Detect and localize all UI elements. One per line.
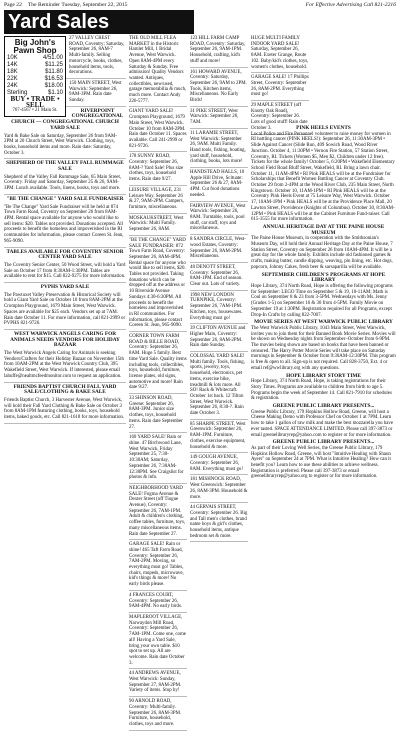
listing-item: Yard & Bake Sale on Saturday, September 26 from 9AM-2PM at 20 Church Street, West Warwick. Clothing, toys, books, household items and more. Rain date: Saturday, October 3.: [4, 134, 126, 160]
listing-item: LEISURE VILLAGE, 231 Leisure Way. September 26 & 27, 9AM-2PM. Campers, furniture, miscellaneous.: [129, 188, 187, 214]
listing-item: 27 VALLEY CREST ROAD, Coventry; Saturday, September 26, 8AM-7 Multi-family. Selling motorcycle, books, clothes, household items, tools, decorations.: [4, 36, 126, 79]
listing-item: THE OLD MILL FLEA MARKET in the Historic Hamlet Mill, 1 Bridal Avenue, West Warwick. Open 8AM-4PM every Saturday & Sunday. Free admission! Quality Vendors wanted. Antiques, collectibles, new/used, garage memorabilia & much, much more. Contact Andy 226-5777.: [129, 36, 187, 107]
listing-item: Friends Baptist Church, 3 Harvester Avenue, West Warwick, will hold their Fall Yard Clothing & Bake Sale on October 3 from 8AM-1PM featuring clothing, books, toys, household items, baked goods, etc. Call 821-1618 for more information.: [4, 398, 126, 424]
listing-item: 44 GERVAIS STREET, Coventry: September 26. Big and Tall men's clothes, brand name boys & girl's clothes, household items, antique bedroom set & more.: [190, 505, 248, 542]
karat-label: Sterling: [7, 90, 28, 96]
gold-price-row: [7, 62, 63, 69]
listing-item: "BE THE CHANGE" YARD SALE FUNDRAISER: 872 Town Farm Road, Coventry: September 26, 8AM-4PM. Rental space for anyone who would like to sell items, $20. Tables not provided. Taking donations which can be dropped off at the address or 10 Riverside Avenue Sundays 4:30-6:30PM. All proceeds to benefit the homeless and impoverished in RI communities. For information, please contact Coreen St. Jean, 965-9090.: [129, 238, 187, 332]
listing-item: 85 SHARPE STREET, West Greenwich: September 26, 8AM-1PM. Furniture, clothes, exercise equipment, household & more.: [190, 422, 248, 454]
announcement-heading: SEPTEMBER CHILDREN'S PROGRAMS AT HOPE LIBRARY: [261, 271, 386, 284]
col3-listings: [190, 36, 248, 542]
announcement-heading: HOPE LIBRARY STORY TIME: [286, 372, 361, 379]
listing-item: 123 HILL FARM CAMP ROAD, Coventry: Saturday, September 26, 9AM-1PM. Household, crafting, kid's stuff and more!: [190, 36, 248, 68]
listing-heading: FRIENDS BAPTIST CHURCH FALL YARD SALE/CLOTHING & BAKE SALE: [13, 383, 117, 396]
listing-item: HANDSTEAD HALLS, 10 Apple Hill Drive, Scituate: September 26 & 27, 8AM-4PM. Cut food donations needed.: [190, 170, 248, 202]
karat-label: 10K: [7, 55, 18, 61]
karat-label: 24K: [7, 83, 18, 89]
listing-item: 29 MAPLE STREET (off Knotty Oak Road), Coventry: September 26. Lots of good stuff! Rain date October 3.: [251, 103, 309, 135]
page-header: [4, 0, 396, 9]
announcement-body: The West Warwick Public Library, 1043 Main Street, West Warwick, invites you to join them for their Banned Book Movie Series. Movies will be shown on Wednesday nights from September–October from 6-9PM. The movies being shown are based on books that have been banned or censored. The Harry Potter Movie Series will take place on Saturday mornings in September & October from 9:30AM-12:30PM. This program is free & open to all. Sign-up is not required. Call 828-3750, Ext. 4 or email ref@wwlibrary.org with any questions.: [251, 325, 396, 371]
announcement-heading: PINK HEELS EVENTS: [296, 125, 351, 131]
listing-item: HUGE MULTI FAMILY INDOOR YARD SALE! Saturday, September 26, 8AM. Exeter Grange, Route 102. Baby/kid's clothes, toys, women's clothes, household.: [251, 36, 309, 73]
listing-item: 181 MISHNOCK ROAD, West Greenwich: September 26, 8AM-3PM. Household & more.: [190, 477, 248, 503]
price-value: $1.10: [47, 90, 63, 96]
listing-heading: TABLES AVAILABLE FOR COVENTRY SENIOR CENTER YARD SALE: [6, 248, 124, 261]
listing-item: The Pawtuxet Valley Preservation & Historical Society will hold a Giant Yard Sale on October 10 from 8AM-2PM at the Crompton Playground, 1679 Main Street, West Warwick. Spaces are available for $25 each. Vendors set up at 7AM. Rain date October 11. For more information, call 821-2999 or PVPHS 821-9726.: [4, 293, 126, 330]
listing-heading: SHEPHERD OF THE VALLEY FALL RUMMAGE SALE: [6, 160, 124, 173]
ad-footer: 767-4567 • 21 Main St.: [12, 108, 58, 114]
listing-item: 8 SANDRA CIRCLE, West-wood Estates, Coventry: September 26, 8AM-2PM. Miscellaneous.: [190, 237, 248, 263]
gold-price-row: [7, 76, 63, 83]
listing-item: "Be The Change" Yard Sale Fundraiser will be held at 874 Town Farm Road, Coventry on September 26 from 8AM-4PM. Rental space available for anyone who would like to sell items: $20. Tables not provided. Donations accepted. All proceeds to benefit the homeless and impoverished in the RI communities for information, please contact Coreen St. Jean, 965-9090.: [4, 205, 126, 248]
price-value: $11.25: [45, 62, 63, 68]
listing-item: CORNER TOWN FARM ROAD & BILLE ROAD, Coventry: September 26, 8AM. Huge 5 family. Best time Yard Sale. Quality items including tools, collectibles, toys, household, furniture, license plates, old signs, automotive and more! Rain date 9/27.: [129, 334, 187, 394]
price-value: $18.00: [44, 83, 63, 89]
listing-item: GIANT YARD SALE! Crompton Playground, 1679 Main Street, West Warwick. October 10 from 8AM-2PM. Rain date October 11. Spaces available. Call 241-2999 or 821-9726.: [129, 109, 187, 152]
announcement-heading: ANNUAL HERITAGE DAY AT THE PAINE HOUSE MUSEUM: [262, 223, 385, 236]
listing-item: 39 CLIFTON AVENUE and Higher Main, Coventry: September 26, 8AM-2PM. Rain date Sunday.: [190, 326, 248, 352]
publication-line: The Reminder Tuesday, September 22, 2015: [27, 1, 128, 8]
page-number: Page 22: [4, 1, 22, 8]
ad-tagline: BUY • TRADE • SELL: [10, 95, 60, 109]
pawn-shop-ad: [4, 36, 66, 117]
announcement-body: The Paine House Museum, in cooperation with the Smithsonian's Museum Day, will hold their Annual Heritage Day at the Paine House, 7 Station Street, Coventry on September 26 from 10AM-4PM. It will be a great day for the whole family. Exhibits include old fashioned games & crafts, making butter, candle dipping, weaving, pin lining, etc. Hot dogs, popcorn, Johnny Cakes, fresh beer & sarsaparilla will be available.: [251, 236, 393, 270]
announcement-body: As part of their Loving Well Series, the Greene Public Library, 179 Hopkins Hollow Road, Greene, will host "Intuitive Healing with Shaun Ayers" on September 24 at 7PM. What is Intuitive Healing? How can it benefit you? Learn how to use these abilities to achieve wellness. Registration is preferred. Please call 397-3873 or email greenelibraryrep@yahoo.org to register or for more information.: [251, 445, 391, 480]
listing-item: 33 SHINSON ROAD, Greene: September 26, 8AM-3PM. Junior size clothes, toys, household items. Rain date September 27.: [129, 396, 187, 433]
karat-label: 22K: [7, 76, 18, 82]
classifieds-columns: [4, 36, 396, 727]
listing-item: The Coventry Senior Center, 50 Wood Street, will hold a Yard Sale on October 17 from 8:30AM-1:30PM. Tables are available to rent for $15. Call 822-9275 for more information.: [4, 263, 126, 283]
listing-heading: RIVERPOINT CONGREGATIONAL CHURCH — CONGREGATIONAL CHURCH YARD SALE: [11, 107, 124, 131]
gold-price-row: [7, 69, 63, 76]
listing-item: 149 GOUGH AVENUE, Coventry: September 26, 8AM. Everything must go!: [190, 455, 248, 475]
announcement-heading: MOVIE SERIES AT WEST WARWICK PUBLIC LIBRARY: [254, 319, 393, 326]
gold-price-row: [7, 55, 63, 62]
announcement-heading: GREENE PUBLIC LIBRARY PRESENTS...: [272, 439, 375, 446]
listing-item: 1998 NEW LONDON TURNPIKE, Coventry: September 26, 7AM-1PM. Kitchen, toys, housewares. Everything must go!: [190, 293, 248, 325]
listing-item: MOSKAUKSTREET, West Warwick: Multi Family. September 26, 8AM.: [129, 216, 187, 236]
col4-listings: [251, 36, 309, 135]
announcements: [251, 124, 396, 622]
listing-item: 4 FRANCES COURT, Coventry: September 26, 9AM-4PM. No early birds.: [129, 593, 187, 613]
karat-label: 14K: [7, 62, 18, 68]
section-title: Yard Sales: [4, 10, 194, 34]
listing-item: 160 YARD SALE! Rain or shine. 47 Birchwood Lane, West Warwick, Friday September 25, 7:30-10:30AM; Saturday, September 26, 7:30AM-12:30PM. See Craigslist for photos & info.: [129, 435, 187, 484]
price-value: $11.80: [45, 69, 63, 75]
announcement-heading: GREENE PUBLIC LIBRARY PRESENTS...: [272, 403, 375, 410]
listing-heading: "BE THE CHANGE" YARD SALE FUNDRAISER: [6, 195, 124, 202]
column-1: [4, 36, 126, 622]
column-2: [129, 36, 187, 727]
announcement-body: Hope Library, 374 North Road, Hope, is taking registrations for their Story Times. Programs are available to children from birth to age 5. Programs begin the week of September 14. Call 821-7910 for schedules & registration.: [251, 379, 392, 402]
listing-item: 178 SUNNY ROAD, Coventry: September 26, 8AM-? Yard Sale! Plus size clothes, toys, household items. Rain date 9/27.: [129, 154, 187, 186]
listing-item: GARAGE SALE! 17 Phillips Street, Coventry: September 26, 8AM-2PM. Everything must go!: [251, 75, 309, 101]
listing-item: COLOSSAL YARD SALE! Multi family. Tools, fishing, sports, jewelry, toys, household, electronics, pet items, exercise bike, treadmill & lots more. All SO! Rack & Whitecraft. October 1st back. 12 Tilton Street, West Warwick. September 26, 8:30-?. Rain date October 3.: [190, 354, 248, 420]
announcement-body: Local Police and Fire Personnel volunteer to raise money for women in RI battling cancer (PINK HEELS!): September 26, 11:30AM-3PM • Slide Against Cancer (Slide Run, 409 Sowich Road, Wood River Junction. October 4, 11:30PM • Vernon Fire Station, 57 Station Street, Coventry, RI. Tickets (Women $5, Men $2, Children under 12 free). Tickets for the whole family! October 5, 6:20PM • Wakefield Elementary School Field Road Bluff Street, Wakefield, RI. Bring a lawn chair. October 11, 11AM-4PM • RI Pink HEALS will be at the Fundraiser for Scholarships that Benefit Women Battling Cancer at Coventry Club. October 29 from 2-4PM at the Wood River Club, 235 Main Street, North Kingstown. October 10, 11AM-1PM • RI Pink HEALS will be at the Coventry Pink Heels Event at 75 Leisure Way, West Warwick. October 17, 10AM-1PM • Pink HEALS will be at the Providence Place Mall, 20 Lawton Street, Providence (Knights of Columbus). October 30, 8:30AM-12PM • Pink HEALS will be at the Cabinet Furniture Fund-raiser. Call 615-3555 for more information.: [251, 131, 395, 223]
listing-item: 31 PIKE STREET, West Warwick: September 26, 7AM.: [190, 109, 248, 129]
price-value: $16.53: [44, 76, 63, 82]
listing-heading: WEST WARWICK ANGELS CARING FOR ANIMALS NEEDS VENDORS FOR HOLIDAY BAZAAR: [10, 330, 120, 349]
price-value: 4/51.00: [42, 55, 63, 61]
gold-price-list: [7, 55, 63, 97]
listing-item: Shepherd of the Valley Fall Rummage Sale, 65 Main Street, Coventry. Friday and Saturday, September 25 & 26, 9AM-3PM. Lunch available. Tools, linens, books, toys and more.: [4, 175, 126, 195]
column-3: [190, 36, 248, 622]
col2-listings: [129, 36, 187, 731]
advertising-line: For Effective Advertising Call 821-2216: [305, 1, 396, 8]
listing-item: 90 ARNOLD ROAD, Coventry: Multi-family. September 26, 8AM-3PM. Furniture, household, clothes, toys and more.: [129, 699, 187, 731]
listing-item: 44 ANDREWS AVENUE, West Warwick: Sunday, September 27, 8AM-2PM. Variety of items. Stop by!: [129, 671, 187, 697]
listing-item: GARAGE SALE! Rain or shine! 465 Taft Farm Road, Coventry: September 26, 7AM-2PM. Moving, so everything must go! Tables, chairs, mopeds, microwave, kid's things & more! No early birds please.: [129, 542, 187, 591]
announcement-list: [251, 126, 396, 480]
gold-price-row: [7, 83, 63, 90]
listing-heading: PVPHS YARD SALE: [40, 284, 90, 291]
listing-item: NEIGHBORHOOD YARD SALE! Fogma Avenue & Dexter Street (off Tiogue Avenue), Coventry: September 26, 7AM-1PM. Adult & children's clothing, coffee tables, furniture, toys, many miscellaneous items. Rain date September 27.: [129, 486, 187, 540]
listing-item: MAPLEROOT VILLAGE, Narwaydon Mill Road, Coventry: September 26, 7AM-1PM. Come one, come all! Having a Yard Sale, bring your own table. $10 spot to set up. All are welcome. Rain date October 3.: [129, 615, 187, 669]
announcement-body: Hope Library, 374 North Road, Hope is offering the following programs for September: LEGO Time on September 5 & 19, 10-11AM; Math is Cool on September 8 & 23 from 3-5PM. Wednesdays with Ms. Jenny (Grades 1-5) on September 16 & 30 from 4-5PM. Family Movie on September 19 at 1:30PM. Registration required for all Programs, except Drop-In Crafts by calling 822-7007.: [251, 283, 393, 318]
karat-label: 18K: [7, 69, 18, 75]
ad-title: Big John's Pawn Shop: [13, 38, 57, 55]
listing-item: The West Warwick Angels Caring for Animals is seeking Vendors/Crafters for their Holiday Bazaar on November 15th from 10AM-2PM at the West Warwick Country Club, 395 Wakefield Street, West Warwick. If interested, please email lahuffe@nealtmcfeedmonitor.com to request an application.: [4, 351, 126, 383]
listing-item: FAIRVIEW AVENUE, West Warwick: September 26, 8AM. Turntable, tools, pool stuff, car stuff, toys and miscellaneous.: [190, 204, 248, 236]
listing-item: 150 MAIN STREET, West Warwick: September 26, 9AM-3PM. Rain date Sunday.: [4, 81, 126, 107]
listing-item: 161 HOWARD AVENUE, Coventry: Saturday, September 26, 9AM to 2PM. Tools, Kitchen items, Miscellaneous. No Early Birds!: [190, 70, 248, 107]
listing-item: 11 LARAMIE STREET, West Warwick: September 26, 9AM. Multi Family. Hand tools, fishing, boating, yard stuff, household, clothing, books, lots more!: [190, 131, 248, 168]
listing-item: 48 DENOTT STREET, Coventry: September 26, 8AM-1PM. End of season. Clear out. Lots of variety.: [190, 265, 248, 291]
announcement-body: Greene Public Library, 179 Hopkins Hollow Road, Greene, will host a Cheese Making Demo with Professor Chef on October 1 at 7PM. Learn how to take 1 gallon of raw milk and make the best mozzarella you have ever tasted. SPACE ATTENDANCE LIMITED. Please call 397-3873 or email greenelibraryrep@yahoo.com to register or for more information.: [251, 409, 394, 438]
